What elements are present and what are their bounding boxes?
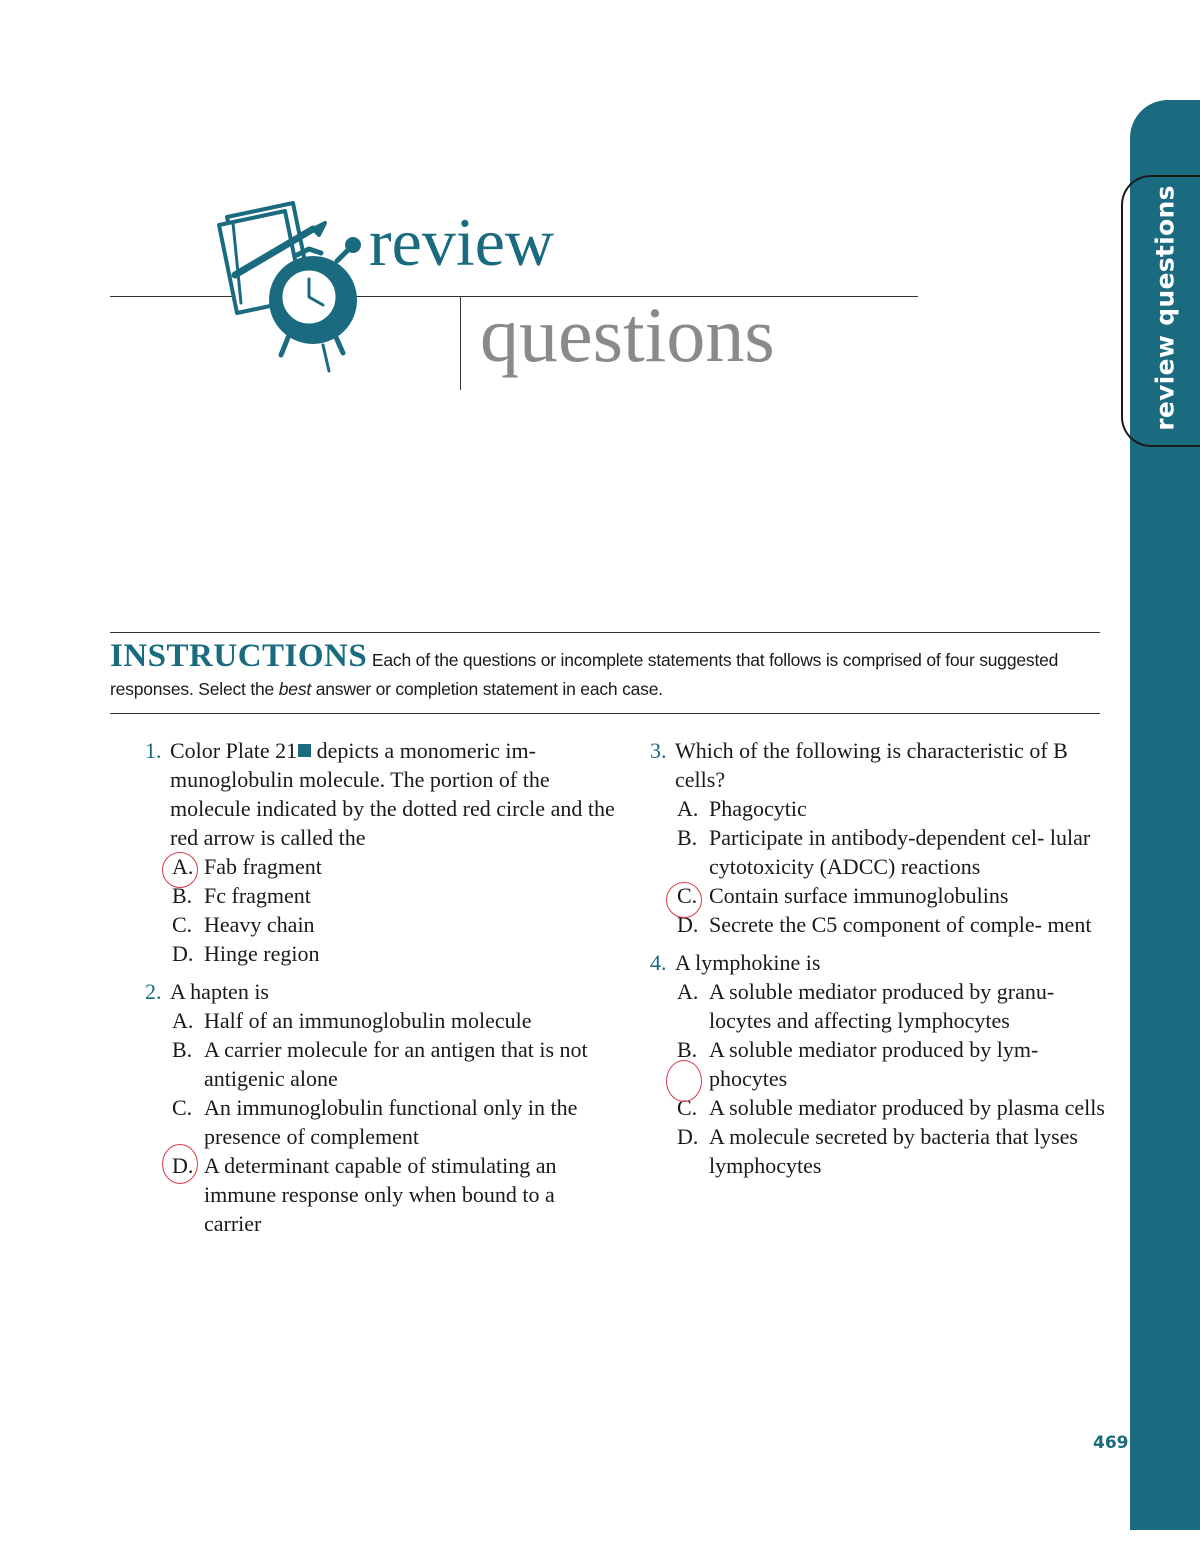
header-title-review: review bbox=[369, 204, 555, 280]
option-c: C. A soluble mediator produced by plasma cells bbox=[677, 1095, 1105, 1120]
answer-circle-q3 bbox=[666, 882, 702, 918]
answer-circle-q2 bbox=[162, 1144, 198, 1184]
question-stem: Color Plate 21 bbox=[170, 738, 298, 763]
instructions-text: Each of the questions or incomplete statements that follows is comprised of four suggested responses. Select the bbox=[110, 650, 1059, 699]
answer-circle-q1 bbox=[162, 852, 198, 888]
option-d: D. A determinant capable of stimulating an immune response only when bound to a carrier bbox=[172, 1153, 557, 1236]
option-c: C. An immunoglobulin functional only in the presence of complement bbox=[172, 1095, 578, 1149]
option-a: A. A soluble mediator produced by granu- locytes and affecting lymphocytes bbox=[677, 979, 1055, 1033]
option-a: A. Fab fragment bbox=[172, 854, 322, 879]
question-number: 1. bbox=[145, 738, 162, 763]
color-plate-square-icon bbox=[298, 744, 311, 757]
questions-column-right bbox=[650, 736, 1105, 1189]
question-stem: A hapten is bbox=[170, 979, 269, 1004]
question-stem: A lymphokine is bbox=[675, 950, 821, 975]
option-b: B. A soluble mediator produced by lym- phocytes bbox=[677, 1037, 1039, 1091]
question-stem-cont: depicts a monomeric im- munoglobulin molecule. The portion of the molecule indicated by the dotted red circle and the red arrow is called the bbox=[170, 738, 615, 850]
option-b: B. A carrier molecule for an antigen that is not antigenic alone bbox=[172, 1037, 588, 1091]
question-number: 3. bbox=[650, 738, 667, 763]
side-tab-label: review questions bbox=[1150, 185, 1180, 431]
instructions-emphasis: best bbox=[278, 679, 312, 699]
question-4 bbox=[650, 948, 1105, 1180]
option-b: B. Participate in antibody-dependent cel- lular cytotoxicity (ADCC) reactions bbox=[677, 825, 1091, 879]
clipboard-stopwatch-icon bbox=[205, 195, 380, 375]
question-1 bbox=[145, 736, 615, 968]
question-2 bbox=[145, 977, 615, 1238]
answer-circle-q4 bbox=[666, 1060, 702, 1102]
page-number: 469 bbox=[1093, 1433, 1129, 1453]
questions-column-left bbox=[145, 736, 615, 1247]
option-c: C. Contain surface immunoglobulins bbox=[677, 883, 1009, 908]
option-a: A. Phagocytic bbox=[677, 796, 807, 821]
option-d: D. A molecule secreted by bacteria that lyses lymphocytes bbox=[677, 1124, 1078, 1178]
question-stem: Which of the following is characteristic of B cells? bbox=[675, 738, 1068, 792]
option-a: A. Half of an immunoglobulin molecule bbox=[172, 1008, 532, 1033]
header-title-questions: questions bbox=[480, 291, 775, 378]
instructions-top-rule bbox=[110, 632, 1100, 633]
option-d: D. Secrete the C5 component of comple- ment bbox=[677, 912, 1092, 937]
question-number: 2. bbox=[145, 979, 162, 1004]
instructions-heading: INSTRUCTIONS bbox=[110, 638, 368, 674]
option-c: C. Heavy chain bbox=[172, 912, 315, 937]
instructions-block bbox=[110, 638, 1100, 704]
header-vertical-rule bbox=[460, 296, 461, 390]
option-d: D. Hinge region bbox=[172, 941, 320, 966]
option-b: B. Fc fragment bbox=[172, 883, 311, 908]
instructions-text-end: answer or completion statement in each case. bbox=[311, 679, 663, 699]
question-3 bbox=[650, 736, 1105, 939]
question-number: 4. bbox=[650, 950, 667, 975]
instructions-bottom-rule bbox=[110, 713, 1100, 714]
